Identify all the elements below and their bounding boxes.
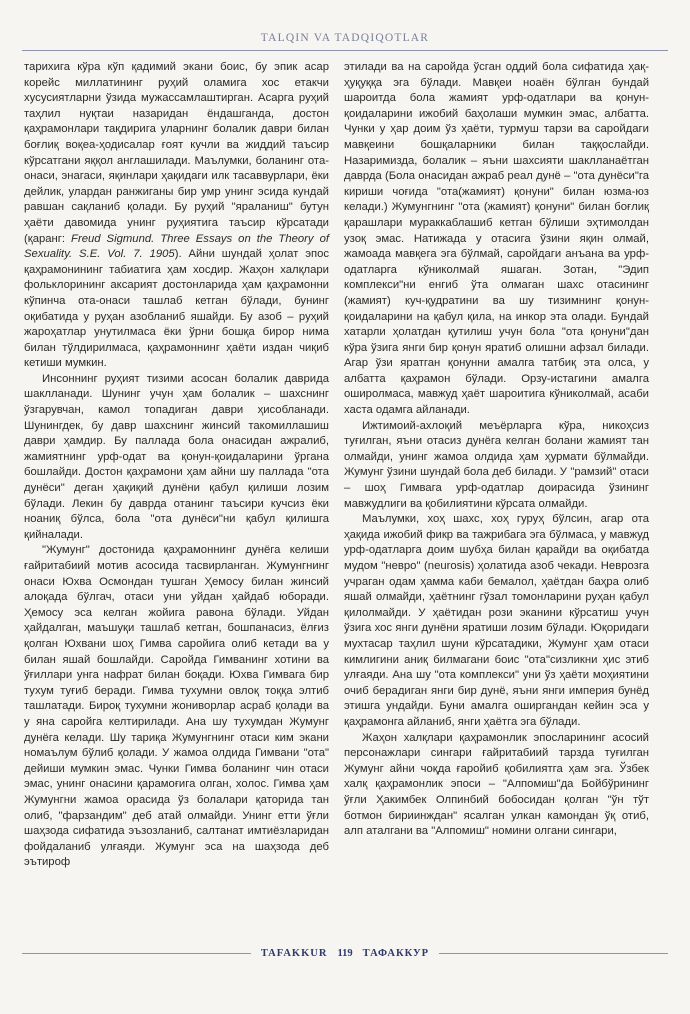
left-column — [24, 60, 329, 871]
footer-journal-latin: TAFAKKUR — [260, 947, 328, 959]
left-paragraph-1-text: тарихига кўра кўп қадимий экани боис, бу эпик асар корейс миллатининг руҳий оламига хос етакчи хусусиятларни ўзида мужассамлаштирган. Асарга руҳий таҳлил нуқтаи назаридан ёндашганда, достон қаҳрамонлари тақдирига уларнинг болалик даври билан боғлиқ воқеа-ҳодисалар ғоят кучли ва жиддий таъсир кўрсатгани яққол англашилади. Маълумки, боланинг ота-онаси, энагаси, яқинлари ҳақидаги илк тасаввурлари, ёки дейлик, улардан ранжиганы бир умр унинг эсида кундай равшан сақланиб қолади. Бу руҳий "яраланиш" бутун ҳаёти давомида унинг руҳиятига таъсир кўрсатади (қаранг: — [24, 61, 329, 245]
left-paragraph-3: "Жумунг" достонида қаҳрамоннинг дунёга келиши ғайритабиий мотив асосида тасвирланган. Жумунгнинг онаси Юхва Осмондан тушган Ҳемосу билан жинсий алоқада бўлгач, отаси уни уйдан ҳайдаб юборади. Ҳемосу эса келган жойига равона бўлади. Уйдан ҳайдалган, маъшуқи ташлаб кетган, бошпанасиз, ёлғиз қолган Юхвани шоҳ Гимва саройига олиб кетади ва у билан яшай бошлайди. Саройда Гимванинг хотини ва ўғиллари унга нафрат билан боқади. Юхва Гимвага бир тухум туғиб беради. Гимва тухумни овлоқ тоққа элтиб ташлатади. Бироқ тухумни жониворлар асраб қолади ва у яна саройга келтирилади. Ана шу тухумдан Жумунг дунёга келади. Шу тариқа Жумунгнинг отаси ким экани номаълум бўлиб қолади. У жамоа олдида Гимвани "ота" дейиши мумкин эмас. Чунки Гимва боланинг чин отаси эмас, унинг онасини қарамоғига олган, холос. Гимва ҳам Жумунгни жамоа орасида ўз болалари қаторида тан олиб, "фарзандим" деб атай олмайди. Унинг етти ўғли шаҳзода сифатида эъзозланиб, салтанат имтиёзларидан фойдаланиб улғаяди. Жумунг эса на шаҳзода деб эътироф — [24, 544, 329, 869]
right-column — [344, 60, 649, 840]
page-number: 119 — [337, 947, 353, 959]
header-rule — [22, 50, 668, 51]
right-paragraph-3: Маълумки, хоҳ шахс, хоҳ гуруҳ бўлсин, агар ота ҳақида ижобий фикр ва тажрибага эга бўлмаса, у мавжуд урф-одатларга доим шубҳа билан қарайди ва оқибатда мудом "невро" (neurosis) ҳолатида азоб чекади. Неврозга учраган одам ҳамма каби бемалол, ҳаётдан баҳра олиб яшай олмайди, ҳаётнинг гўзал томонларини руҳан қабул қилолмайди. У ҳаётидан рози эканини кўрсатиш учун ўзига хос янги дунёни яратиши лозим бўлади. Юқоридаги мухтасар таҳлил шуни кўрсатадики, Жумунг ҳам отаси кимлигини аниқ билмагани боис "ота"сизликни ҳис этиб улғаяди. Ана шу "ота комплекси" уни ўз ҳаёти моҳиятини очиб берадиган янги бир дунё, яъни янги империя бунёд этишга ундайди. Буни амалга оширгандан кейин эса у қаҳрамонга айланиб, янги ҳаётга эга бўлади. — [344, 513, 649, 728]
left-paragraph-1-end: ). Айни шундай ҳолат эпос қаҳрамонининг табиатига ҳам хосдир. Жаҳон халқлари фольклорининг аксарият достонларида ҳам қаҳрамонни кўпинча ота-онаси ташлаб кетган бўлади, бунинг оқибатида у руҳан азобланиб яшайди. Бу азоб – руҳий жароҳатлар унутилмаса ёки ўрни бошқа бирор нима билан тўлдирилмаса, қаҳрамоннинг ҳаёти издан чиқиб кетиши мумкин. — [24, 248, 330, 370]
right-paragraph-1: этилади ва на саройда ўсган оддий бола сифатида ҳақ-ҳуқуққа эга бўлади. Мавқеи ноаён бўлган бундай шароитда бола жамият урф-одатлари ва қонун-қоидаларини ижобий баҳолаши мумкин эмас, албатта. Чунки у ҳар доим ўз ҳаёти, турмуш тарзи ва саройдаги мавқеини бошқаларники билан таққослайди. Назаримизда, болалик – яъни шахсияти шаклланаётган даврда (Бола онасидан ажраб реал дунё – "ота дунёси"га кириши чоғида "ота(жамият) қонуни" билан юзма-юз келади.) Жумунгнинг "ота (жамият) қонуни" билан боғлиқ қарашлари мураккаблашиб кетган бўлиши эҳтимолдан узоқ эмас. Натижада у отасига ўзини яқин олмай, жамоада мавқега эга бўлмай, саройдаги анъана ва урф-одатларга кўниколмай яшаган. Зотан, "Эдип комплекси"ни енгиб ўта олмаган шахс отасининг (жамият) куч-қудратини ва шу тизимнинг қонун-қоидаларини на қабул қила, на инкор эта олади. Бундай хатарли ҳолатдан қутилиш учун бола "ота қонуни"дан кўра ўзига янги бир қонун яратиб олишни афзал билади. Агар ўзи яратган қонунни амалга татбиқ эта олса, у албатта қаҳрамон бўлади. Орзу-истагини амалга оширолмаса, мавжуд ҳаёт шароитига кўниколмай, асаби хаста одамга айланади. — [344, 61, 649, 417]
freud-reference: Freud Sigmund. Three Essays on the Theory of Sexuality. S.E. Vol. 7. 1905 — [24, 232, 329, 261]
footer-rule-left — [22, 953, 251, 954]
right-paragraph-2: Ижтимоий-ахлоқий меъёрларга кўра, никоҳсиз туғилган, яъни отасиз дунёга келган болани жамият тан олмайди, унинг жамоа олдида ҳам ҳурмати бўлмайди. Жумунг ўзини шундай бола деб билади. У "рамзий" отаси – шоҳ Гимвага урф-одатлар доирасида ўзининг мавжудлиги ва қобилиятини кўрсата олмайди. — [344, 419, 649, 510]
page-footer — [22, 945, 668, 961]
left-paragraph-2: Инсоннинг руҳият тизими асосан болалик даврида шаклланади. Шунинг учун ҳам болалик – шахснинг ўзгарувчан, камол топадиган даври ҳисобланади. Шунингдек, бу давр шахснинг жинсий такомиллашиш даври ҳамдир. Бу паллада бола онасидан ажралиб, жамиятнинг урф-одат ва қонун-қоидаларини ўргана бошлайди. Достон қаҳрамони ҳам айни шу паллада "ота дунёси" деган ҳақиқий дунёни қабул қилиши лозим бўлади. Лекин бу даврда отанинг таъсири кучсиз ёки ноаниқ бўлса, бола "ота дунёси"ни қабул қилишга қийналади. — [24, 372, 329, 541]
running-head: TALQIN VA TADQIQOTLAR — [260, 32, 430, 44]
left-paragraph-1 — [24, 60, 329, 372]
footer-rule-right — [439, 953, 668, 954]
right-paragraph-4: Жаҳон халқлари қаҳрамонлик эпосларининг асосий персонажлари сингари ғайритабиий тарзда туғилган Жумунг айни чоқда ғаройиб қобилиятга ҳам эга. Ўзбек халқ қаҳрамонлик эпоси – "Алпомиш"да Бойбўрининг ўғли Ҳакимбек Олпинбий бобосидан қолган "ўн тўт ботмон бириинждан" ясалган улкан камондан ўқ отиб, алп аталгани ва "Алпомиш" номини олгани сингари, — [344, 731, 649, 838]
footer-journal-cyrillic: ТАФАККУР — [362, 947, 430, 959]
